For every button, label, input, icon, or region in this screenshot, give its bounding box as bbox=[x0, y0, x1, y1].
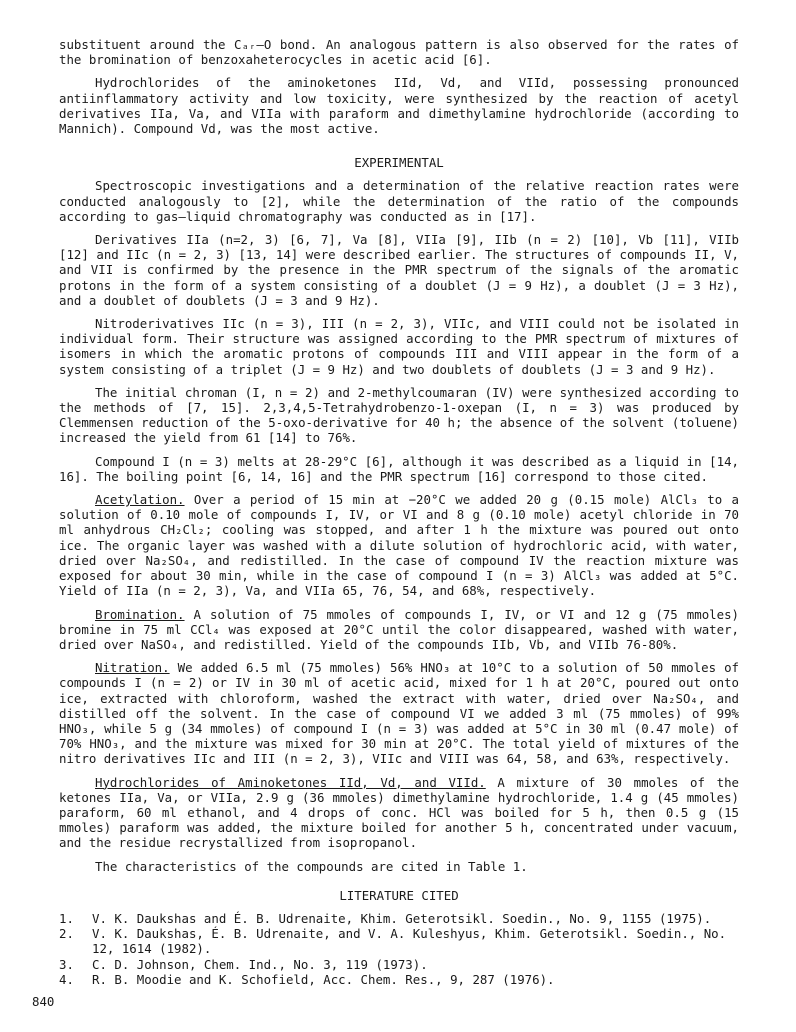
page-body bbox=[59, 0, 739, 987]
paragraph-derivatives: Derivatives IIa (n=2, 3) [6, 7], Va [8], VIIa [9], IIb (n = 2) [10], Vb [11], VIIb [12] and IIc (n = 2, 3) [13, 14] were described earlier. The structures of compounds II, V, and VII is confirmed by the presence in the PMR spectrum of the signals of the aromatic protons in the form of a system consisting of a doublet (J = 9 Hz), a doublet (J = 3 Hz), and a doublet of doublets (J = 3 and 9 Hz). bbox=[59, 232, 739, 308]
paragraph-characteristics: The characteristics of the compounds are cited in Table 1. bbox=[95, 858, 528, 874]
paragraph-initial-chroman: The initial chroman (I, n = 2) and 2-methylcoumaran (IV) were synthesized according to the methods of [7, 15]. 2,3,4,5-Tetrahydrobenzo-1-oxepan (I, n = 3) was produced by Clemmensen reduction of the 5-oxo-derivative for 40 h; the absence of the solvent (toluene) increased the yield from 61 [14] to 76%. bbox=[59, 384, 739, 446]
bromination-heading: Bromination. bbox=[95, 606, 185, 622]
nitration-heading: Nitration. bbox=[95, 660, 170, 676]
hydrochlorides-heading: Hydrochlorides of Aminoketones IId, Vd, and VIId. bbox=[95, 774, 486, 790]
experimental-heading: EXPERIMENTAL bbox=[354, 155, 444, 171]
reference-item bbox=[59, 926, 739, 956]
paragraph-continued: substituent around the Cₐᵣ—O bond. An analogous pattern is also observed for the rates of the bromination of benzoxaheterocycles in acetic acid [6]. bbox=[59, 37, 739, 68]
paragraph-bromination bbox=[59, 607, 739, 653]
literature-heading: LITERATURE CITED bbox=[339, 887, 459, 903]
reference-text: V. K. Daukshas and É. B. Udrenaite, Khim. Geterotsikl. Soedin., No. 9, 1155 (1975). bbox=[92, 910, 712, 926]
page-number: 840 bbox=[32, 994, 55, 1009]
nitration-text: We added 6.5 ml (75 mmoles) 56% HNO₃ at 10°C to a solution of 50 mmoles of compounds I (n = 2) or IV in 30 ml of acetic acid, mixed for 1 h at 20°C, poured out onto ice, extracted with chloroform, washed the extract with water, dried over Na₂SO₄, and distilled off the solvent. In the case of compound VI we added 3 ml (75 mmoles) of 99% HNO₃, while 5 g (34 mmoles) of compound I (n = 3) was added at 5°C in 30 ml (0.47 mole) of 70% HNO₃, and the mixture was mixed for 30 min at 20°C. The total yield of mixtures of the nitro derivatives IIc and III (n = 2, 3), VIIc and VIII was 64, 58, and 63%, respectively. bbox=[59, 660, 739, 767]
acetylation-text: Over a period of 15 min at −20°C we added 20 g (0.15 mole) AlCl₃ to a solution of 0.10 mole of compounds I, IV, or VI and 8 g (0.10 mole) acetyl chloride in 70 ml anhydrous CH₂Cl₂; cooling was stopped, and after 1 h the mixture was poured out onto ice. The organic layer was washed with a dilute solution of hydrochloric acid, with water, dried over Na₂SO₄, and redistilled. In the case of compound IV the reaction mixture was exposed for about 30 min, while in the case of compound I (n = 3) AlCl₃ was added at 5°C. Yield of IIa (n = 2, 3), Va, and VIIa 65, 76, 54, and 68%, respectively. bbox=[59, 492, 739, 599]
acetylation-heading: Acetylation. bbox=[95, 492, 185, 508]
paragraph-melting-point: Compound I (n = 3) melts at 28-29°C [6], although it was described as a liquid in [14, 16]. The boiling point [6, 14, 16] and the PMR spectrum [16] correspond to those cited. bbox=[59, 453, 739, 484]
reference-number: 3. bbox=[59, 956, 74, 972]
reference-list bbox=[59, 911, 739, 987]
paragraph-acetylation bbox=[59, 492, 739, 598]
reference-item bbox=[59, 972, 739, 987]
hydrochlorides-text: A mixture of 30 mmoles of the ketones IIa, Va, or VIIa, 2.9 g (36 mmoles) dimethylamine hydrochloride, 1.4 g (45 mmoles) paraform, 60 ml ethanol, and 4 drops of conc. HCl was boiled for 5 h, then 0.5 g (15 mmoles) paraform was added, the mixture boiled for another 5 h, concentrated under vacuum, and the residue recrystallized from isopropanol. bbox=[59, 774, 739, 851]
bromination-text: A solution of 75 mmoles of compounds I, IV, or VI and 12 g (75 mmoles) bromine in 75 ml CCl₄ was exposed at 20°C until the color disappeared, washed with water, dried over NaSO₄, and redistilled. Yield of the compounds IIb, Vb, and VIIb 76-80%. bbox=[59, 606, 739, 652]
paragraph-nitroderivatives: Nitroderivatives IIc (n = 3), III (n = 2, 3), VIIc, and VIII could not be isolated in individual form. Their structure was assigned according to the PMR spectrum of mixtures of isomers in which the aromatic protons of compounds III and VIII appear in the form of a system consisting of a triplet (J = 9 Hz) and two doublets of doublets (J = 3 and 9 Hz). bbox=[59, 316, 739, 377]
reference-text: C. D. Johnson, Chem. Ind., No. 3, 119 (1973). bbox=[92, 956, 428, 972]
reference-text: V. K. Daukshas, É. B. Udrenaite, and V. A. Kuleshyus, Khim. Geterotsikl. Soedin., No. 12, 1614 (1982). bbox=[92, 926, 727, 957]
reference-text: R. B. Moodie and K. Schofield, Acc. Chem. Res., 9, 287 (1976). bbox=[92, 971, 555, 987]
paragraph-spectroscopy: Spectroscopic investigations and a determination of the relative reaction rates were conducted analogously to [2], while the determination of the ratio of the compounds according to gas—liquid chromatography was conducted as in [17]. bbox=[59, 178, 739, 224]
reference-item bbox=[59, 957, 739, 972]
reference-number: 2. bbox=[59, 926, 74, 942]
paragraph-aminoketones: Hydrochlorides of the aminoketones IId, Vd, and VIId, possessing pronounced antiinflammatory activity and low toxicity, were synthesized by the reaction of acetyl derivatives IIa, Va, and VIIa with paraform and dimethylamine hydrochloride (according to Mannich). Compound Vd, was the most active. bbox=[59, 75, 739, 137]
paragraph-hydrochlorides bbox=[59, 775, 739, 851]
reference-number: 4. bbox=[59, 971, 74, 987]
reference-item bbox=[59, 911, 739, 926]
paragraph-nitration bbox=[59, 660, 739, 766]
reference-number: 1. bbox=[59, 910, 74, 926]
